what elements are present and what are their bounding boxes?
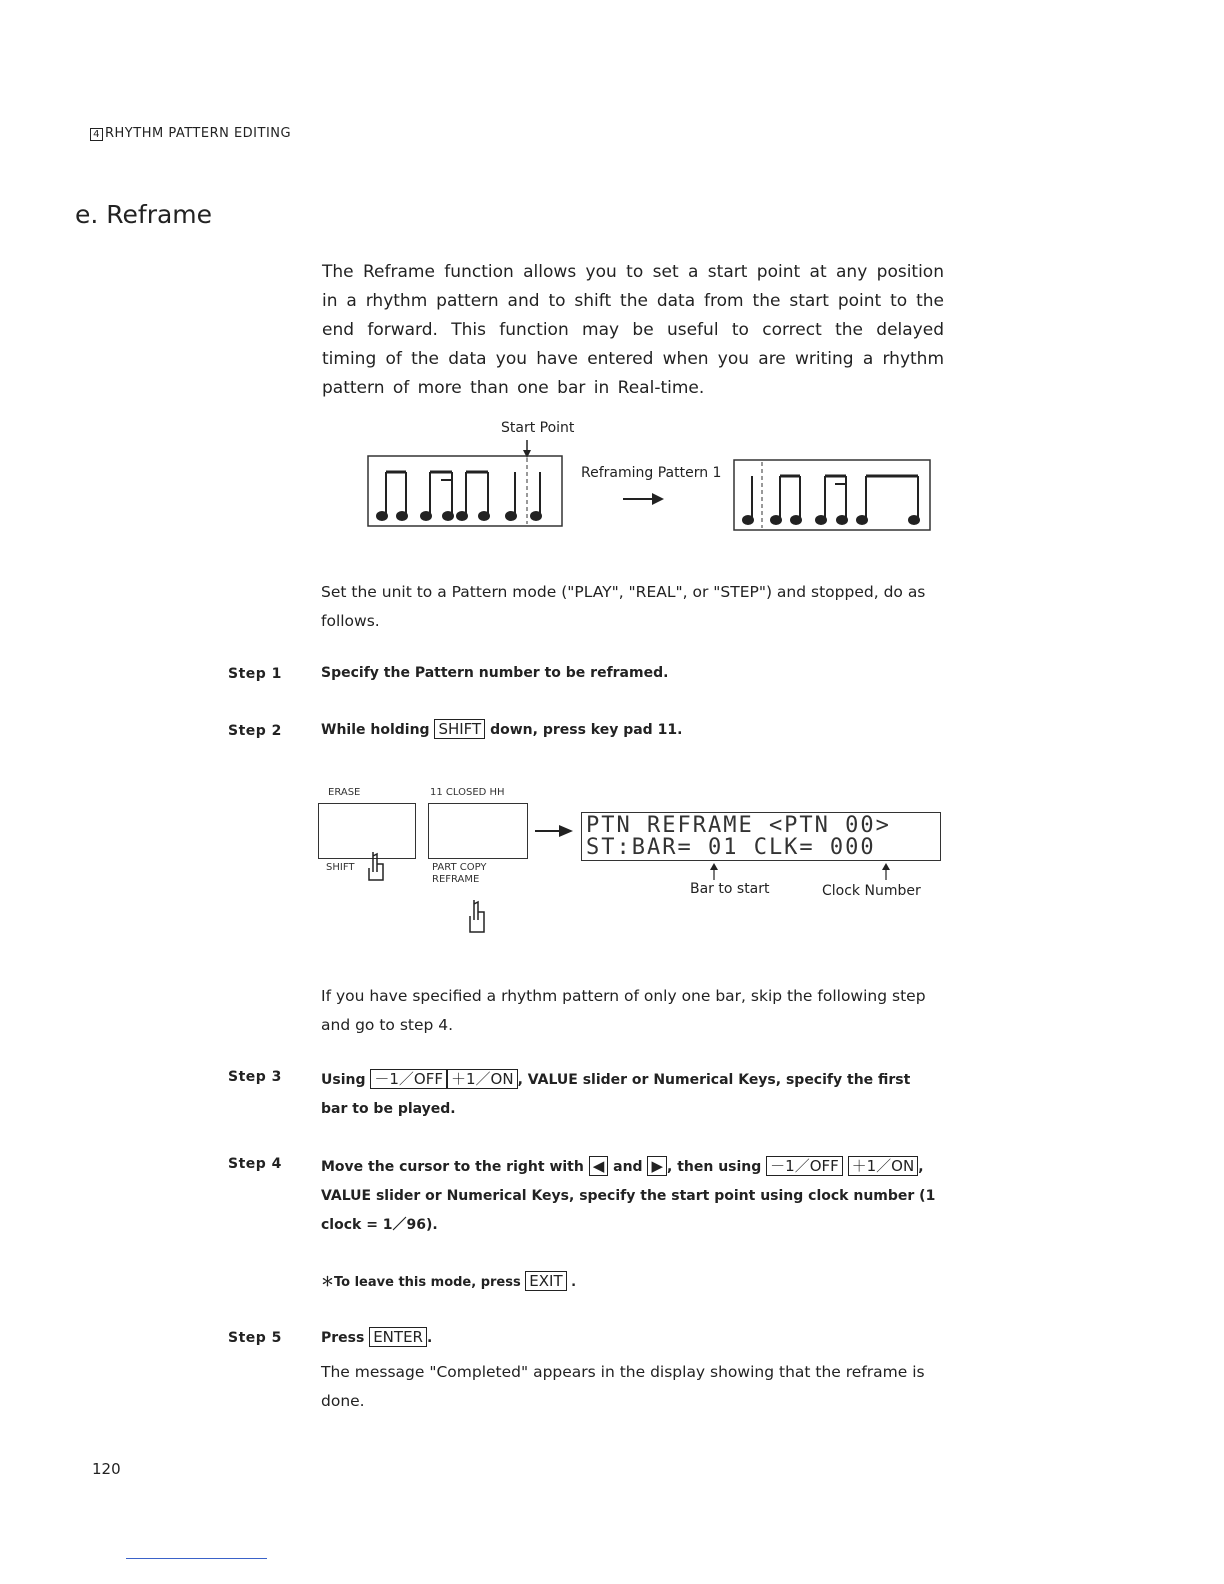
step-1-text: Specify the Pattern number to be reframed. bbox=[321, 665, 669, 681]
step-5-text-after: . bbox=[426, 1330, 433, 1346]
clock-number-label: Clock Number bbox=[822, 883, 921, 899]
page-number: 120 bbox=[92, 1460, 121, 1478]
plus-on-key: ＋1／ON bbox=[848, 1156, 919, 1176]
shift-key: SHIFT bbox=[434, 719, 485, 739]
step-4-text-d: , VALUE slider or Numerical Keys, specify the start point using clock number (1 clock = 1／96). bbox=[321, 1159, 936, 1233]
step-4-text-c: , then using bbox=[667, 1159, 762, 1175]
section-number: 4 bbox=[90, 128, 103, 141]
plus-on-key: ＋1／ON bbox=[447, 1069, 518, 1089]
lcd-line-1: PTN REFRAME <PTN 00> bbox=[586, 813, 891, 838]
pad-11 bbox=[428, 803, 528, 859]
skip-instruction: If you have specified a rhythm pattern of only one bar, skip the following step and go to step 4. bbox=[321, 987, 926, 1034]
page-title: e. Reframe bbox=[75, 200, 213, 229]
arrow-right-icon bbox=[533, 820, 575, 842]
exit-note-text: ＊To leave this mode, press bbox=[321, 1275, 521, 1290]
step-3-using: Using bbox=[321, 1072, 366, 1088]
step-2-text-after: down, press key pad 11. bbox=[490, 722, 683, 738]
mode-instruction: Set the unit to a Pattern mode ("PLAY", "REAL", or "STEP") and stopped, do as follows. bbox=[321, 583, 926, 630]
exit-note bbox=[321, 1268, 941, 1297]
step-2-text bbox=[321, 716, 941, 745]
start-point-label: Start Point bbox=[501, 420, 575, 436]
reframing-pattern-label: Reframing Pattern 1 bbox=[581, 465, 722, 481]
pad-11-label: 11 CLOSED HH bbox=[430, 787, 505, 798]
minus-off-key: －1／OFF bbox=[766, 1156, 843, 1176]
step-4-text-a: Move the cursor to the right with bbox=[321, 1159, 584, 1175]
hand-press-icon bbox=[466, 898, 490, 938]
cursor-left-key: ◀ bbox=[589, 1156, 609, 1176]
reframe-diagram bbox=[360, 436, 940, 536]
shift-pad-label: SHIFT bbox=[326, 862, 355, 873]
footer-divider bbox=[126, 1558, 267, 1559]
step-4-label: Step 4 bbox=[228, 1156, 282, 1172]
exit-key: EXIT bbox=[525, 1271, 566, 1291]
step-1-label: Step 1 bbox=[228, 666, 282, 682]
exit-note-after: . bbox=[571, 1275, 577, 1290]
hand-press-icon bbox=[365, 850, 389, 890]
enter-key: ENTER bbox=[369, 1327, 427, 1347]
step-2-label: Step 2 bbox=[228, 723, 282, 739]
lcd-display bbox=[581, 812, 941, 861]
section-title: RHYTHM PATTERN EDITING bbox=[105, 126, 292, 141]
erase-pad-label: ERASE bbox=[328, 787, 361, 798]
lcd-pointer-arrows bbox=[700, 862, 920, 882]
bar-to-start-label: Bar to start bbox=[690, 881, 770, 897]
step-5-text bbox=[321, 1324, 941, 1353]
step-5-result: The message "Completed" appears in the display showing that the reframe is done. bbox=[321, 1363, 925, 1410]
lcd-line-2: ST:BAR= 01 CLK= 000 bbox=[586, 835, 876, 860]
step-3-text-after: , VALUE slider or Numerical Keys, specify the first bar to be played. bbox=[321, 1072, 911, 1117]
step-4-text bbox=[321, 1153, 941, 1240]
step-5-label: Step 5 bbox=[228, 1330, 282, 1346]
step-3-text bbox=[321, 1066, 941, 1124]
cursor-right-key: ▶ bbox=[647, 1156, 667, 1176]
intro-paragraph: The Reframe function allows you to set a start point at any position in a rhythm pattern and to shift the data from the start point to the end forward. This function may be useful to correct the delayed timing of the data you have entered when you are writing a rhythm pattern of more than one bar in Real-time. bbox=[322, 262, 944, 398]
step-3-label: Step 3 bbox=[228, 1069, 282, 1085]
reframe-label: REFRAME bbox=[432, 874, 480, 885]
minus-off-key: －1／OFF bbox=[370, 1069, 447, 1089]
section-header bbox=[90, 126, 291, 141]
step-5-press: Press bbox=[321, 1330, 365, 1346]
step-4-text-b: and bbox=[613, 1159, 643, 1175]
part-copy-label: PART COPY bbox=[432, 862, 487, 873]
step-2-text-before: While holding bbox=[321, 722, 430, 738]
